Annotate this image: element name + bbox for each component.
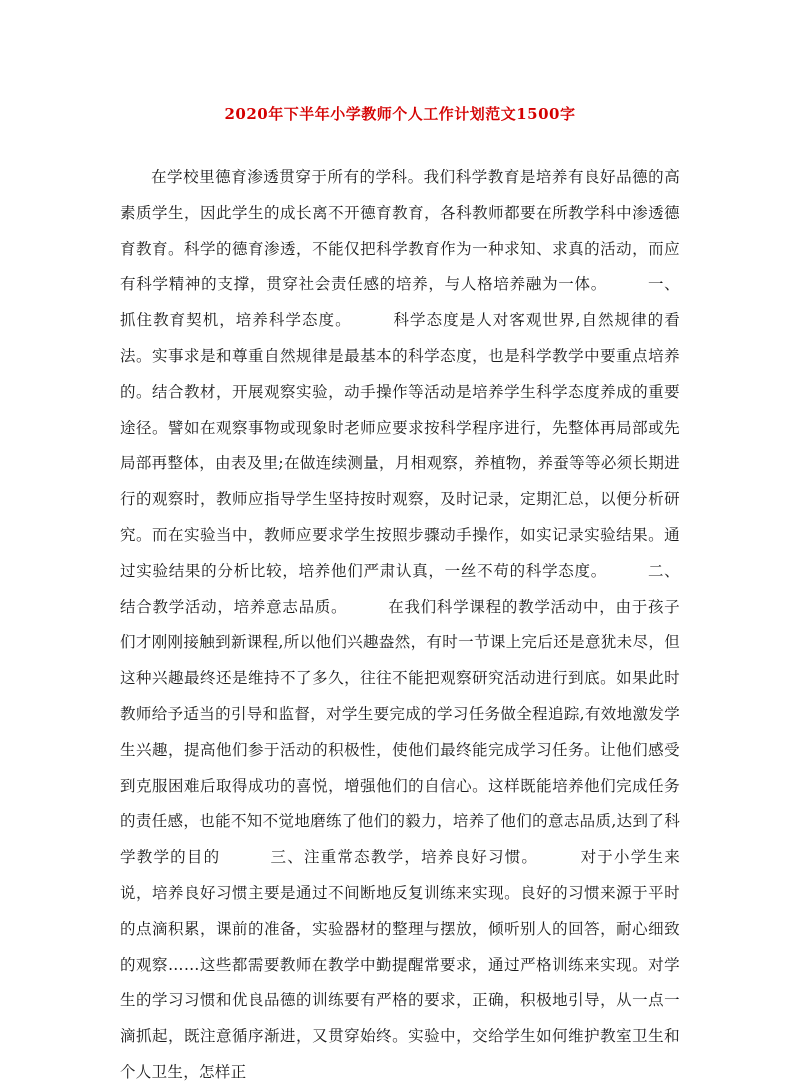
document-title: 2020年下半年小学教师个人工作计划范文1500字 [224,105,576,123]
document-body-paragraph: 在学校里德育渗透贯穿于所有的学科。我们科学教育是培养有良好品德的高素质学生，因此学生的成长离不开德育教育，各科教师都要在所教学科中渗透德育教育。科学的德育渗透，不能仅把科学教育作为一种求知、求真的活动，而应有科学精神的支撑，贯穿社会责任感的培养，与人格培养融为一体。 一、抓住教育契机，培养科学态度。 科学态度是人对客观世界,自然规律的看法。实事求是和尊重自然规律是最基本的科学态度，也是科学教学中要重点培养的。结合教材，开展观察实验，动手操作等活动是培养学生科学态度养成的重要途径。譬如在观察事物或现象时老师应要求按科学程序进行，先整体再局部或先局部再整体，由表及里;在做连续测量，月相观察，养植物，养蚕等等必须长期进行的观察时，教师应指导学生坚持按时观察，及时记录，定期汇总，以便分析研究。而在实验当中，教师应要求学生按照步骤动手操作，如实记录实验结果。通过实验结果的分析比较，培养他们严肃认真，一丝不苟的科学态度。 二、结合教学活动，培养意志品质。 在我们科学课程的教学活动中，由于孩子们才刚刚接触到新课程,所以他们兴趣盎然，有时一节课上完后还是意犹未尽，但这种兴趣最终还是维持不了多久，往往不能把观察研究活动进行到底。如果此时教师给予适当的引导和监督，对学生要完成的学习任务做全程追踪,有效地激发学生兴趣，提高他们参于活动的积极性，使他们最终能完成学习任务。让他们感受到克服困难后取得成功的喜悦，增强他们的自信心。这样既能培养他们完成任务的责任感，也能不知不觉地磨练了他们的毅力，培养了他们的意志品质,达到了科学教学的目的 三、注重常态教学，培养良好习惯。 对于小学生来说，培养良好习惯主要是通过不间断地反复训练来实现。良好的习惯来源于平时的点滴积累，课前的准备，实验器材的整理与摆放，倾听别人的回答，耐心细致的观察……这些都需要教师在教学中勤提醒常要求，通过严格训练来实现。对学生的学习习惯和优良品德的训练要有严格的要求，正确，积极地引导，从一点一滴抓起，既注意循序渐进，又贯穿始终。实验中，交给学生如何维护教室卫生和个人卫生，怎样正 [120,168,680,1081]
